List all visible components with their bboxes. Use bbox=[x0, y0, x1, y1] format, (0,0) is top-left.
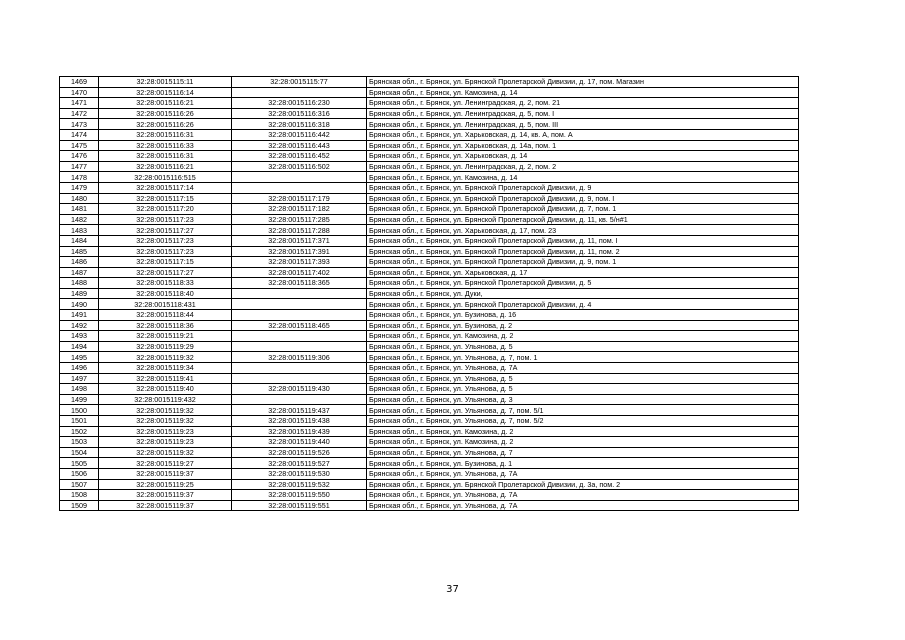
page-number: 37 bbox=[446, 584, 459, 595]
row-number-cell: 1471 bbox=[60, 98, 99, 109]
row-number-cell: 1502 bbox=[60, 426, 99, 437]
address-cell: Брянская обл., г. Брянск, ул. Ульянова, д. 7А bbox=[367, 490, 799, 501]
table-row bbox=[60, 151, 799, 162]
address-cell: Брянская обл., г. Брянск, ул. Ульянова, д. 7, пом. 5/2 bbox=[367, 416, 799, 427]
table-row bbox=[60, 257, 799, 268]
building-number-cell bbox=[232, 373, 367, 384]
row-number-cell: 1479 bbox=[60, 182, 99, 193]
cadastral-number-cell: 32:28:0015117:27 bbox=[99, 225, 232, 236]
row-number-cell: 1506 bbox=[60, 468, 99, 479]
table-row bbox=[60, 108, 799, 119]
cadastral-number-cell: 32:28:0015119:40 bbox=[99, 384, 232, 395]
address-cell: Брянская обл., г. Брянск, ул. Брянской Пролетарской Дивизии, д. 11, пом. I bbox=[367, 235, 799, 246]
registry-table-body bbox=[60, 77, 799, 511]
cadastral-number-cell: 32:28:0015119:41 bbox=[99, 373, 232, 384]
row-number-cell: 1507 bbox=[60, 479, 99, 490]
row-number-cell: 1486 bbox=[60, 257, 99, 268]
cadastral-number-cell: 32:28:0015119:29 bbox=[99, 341, 232, 352]
table-row bbox=[60, 98, 799, 109]
building-number-cell: 32:28:0015119:440 bbox=[232, 437, 367, 448]
building-number-cell: 32:28:0015116:452 bbox=[232, 151, 367, 162]
cadastral-number-cell: 32:28:0015118:33 bbox=[99, 278, 232, 289]
address-cell: Брянская обл., г. Брянск, ул. Брянской Пролетарской Дивизии, д. 9, пом. I bbox=[367, 193, 799, 204]
address-cell: Брянская обл., г. Брянск, ул. Бузинова, д. 16 bbox=[367, 310, 799, 321]
cadastral-number-cell: 32:28:0015116:21 bbox=[99, 98, 232, 109]
row-number-cell: 1504 bbox=[60, 447, 99, 458]
address-cell: Брянская обл., г. Брянск, ул. Харьковская, д. 14, кв. А, пом. А bbox=[367, 129, 799, 140]
building-number-cell: 32:28:0015116:318 bbox=[232, 119, 367, 130]
address-cell: Брянская обл., г. Брянск, ул. Камозина, д. 2 bbox=[367, 437, 799, 448]
cadastral-number-cell: 32:28:0015119:32 bbox=[99, 416, 232, 427]
cadastral-number-cell: 32:28:0015117:23 bbox=[99, 235, 232, 246]
cadastral-number-cell: 32:28:0015119:23 bbox=[99, 426, 232, 437]
row-number-cell: 1494 bbox=[60, 341, 99, 352]
building-number-cell: 32:28:0015119:532 bbox=[232, 479, 367, 490]
building-number-cell: 32:28:0015119:530 bbox=[232, 468, 367, 479]
building-number-cell: 32:28:0015117:285 bbox=[232, 214, 367, 225]
row-number-cell: 1478 bbox=[60, 172, 99, 183]
building-number-cell: 32:28:0015117:371 bbox=[232, 235, 367, 246]
table-row bbox=[60, 437, 799, 448]
table-row bbox=[60, 129, 799, 140]
table-row bbox=[60, 384, 799, 395]
cadastral-number-cell: 32:28:0015117:23 bbox=[99, 246, 232, 257]
address-cell: Брянская обл., г. Брянск, ул. Брянской Пролетарской Дивизии, д. 11, кв. 5/н#1 bbox=[367, 214, 799, 225]
table-row bbox=[60, 320, 799, 331]
row-number-cell: 1485 bbox=[60, 246, 99, 257]
registry-table bbox=[59, 76, 799, 511]
row-number-cell: 1475 bbox=[60, 140, 99, 151]
row-number-cell: 1498 bbox=[60, 384, 99, 395]
cadastral-number-cell: 32:28:0015116:14 bbox=[99, 87, 232, 98]
cadastral-number-cell: 32:28:0015115:11 bbox=[99, 77, 232, 88]
row-number-cell: 1500 bbox=[60, 405, 99, 416]
address-cell: Брянская обл., г. Брянск, ул. Ульянова, д. 7А bbox=[367, 468, 799, 479]
building-number-cell: 32:28:0015115:77 bbox=[232, 77, 367, 88]
table-row bbox=[60, 299, 799, 310]
table-row bbox=[60, 225, 799, 236]
cadastral-number-cell: 32:28:0015116:26 bbox=[99, 108, 232, 119]
row-number-cell: 1495 bbox=[60, 352, 99, 363]
address-cell: Брянская обл., г. Брянск, ул. Ульянова, д. 3 bbox=[367, 394, 799, 405]
building-number-cell: 32:28:0015116:442 bbox=[232, 129, 367, 140]
address-cell: Брянская обл., г. Брянск, ул. Харьковская, д. 14а, пом. 1 bbox=[367, 140, 799, 151]
row-number-cell: 1490 bbox=[60, 299, 99, 310]
row-number-cell: 1488 bbox=[60, 278, 99, 289]
building-number-cell: 32:28:0015117:393 bbox=[232, 257, 367, 268]
address-cell: Брянская обл., г. Брянск, ул. Брянской Пролетарской Дивизии, д. 11, пом. 2 bbox=[367, 246, 799, 257]
address-cell: Брянская обл., г. Брянск, ул. Ленинградская, д. 2, пом. 2 bbox=[367, 161, 799, 172]
cadastral-number-cell: 32:28:0015118:40 bbox=[99, 288, 232, 299]
building-number-cell bbox=[232, 331, 367, 342]
cadastral-number-cell: 32:28:0015117:27 bbox=[99, 267, 232, 278]
building-number-cell: 32:28:0015117:182 bbox=[232, 204, 367, 215]
cadastral-number-cell: 32:28:0015118:44 bbox=[99, 310, 232, 321]
table-row bbox=[60, 182, 799, 193]
address-cell: Брянская обл., г. Брянск, ул. Камозина, д. 2 bbox=[367, 426, 799, 437]
cadastral-number-cell: 32:28:0015118:431 bbox=[99, 299, 232, 310]
address-cell: Брянская обл., г. Брянск, ул. Ульянова, д. 5 bbox=[367, 384, 799, 395]
cadastral-number-cell: 32:28:0015116:515 bbox=[99, 172, 232, 183]
cadastral-number-cell: 32:28:0015119:23 bbox=[99, 437, 232, 448]
row-number-cell: 1487 bbox=[60, 267, 99, 278]
row-number-cell: 1501 bbox=[60, 416, 99, 427]
row-number-cell: 1481 bbox=[60, 204, 99, 215]
table-row bbox=[60, 394, 799, 405]
building-number-cell: 32:28:0015117:402 bbox=[232, 267, 367, 278]
address-cell: Брянская обл., г. Брянск, ул. Ульянова, д. 5 bbox=[367, 341, 799, 352]
address-cell: Брянская обл., г. Брянск, ул. Ульянова, д. 7, пом. 5/1 bbox=[367, 405, 799, 416]
row-number-cell: 1484 bbox=[60, 235, 99, 246]
table-row bbox=[60, 278, 799, 289]
address-cell: Брянская обл., г. Брянск, ул. Бузинова, д. 2 bbox=[367, 320, 799, 331]
building-number-cell: 32:28:0015117:179 bbox=[232, 193, 367, 204]
building-number-cell: 32:28:0015119:430 bbox=[232, 384, 367, 395]
row-number-cell: 1483 bbox=[60, 225, 99, 236]
address-cell: Брянская обл., г. Брянск, ул. Ульянова, д. 7А bbox=[367, 500, 799, 511]
building-number-cell: 32:28:0015116:502 bbox=[232, 161, 367, 172]
building-number-cell: 32:28:0015116:316 bbox=[232, 108, 367, 119]
cadastral-number-cell: 32:28:0015116:31 bbox=[99, 151, 232, 162]
table-row bbox=[60, 490, 799, 501]
address-cell: Брянская обл., г. Брянск, ул. Ленинградская, д. 5, пом. I bbox=[367, 108, 799, 119]
cadastral-number-cell: 32:28:0015119:21 bbox=[99, 331, 232, 342]
row-number-cell: 1472 bbox=[60, 108, 99, 119]
cadastral-number-cell: 32:28:0015119:37 bbox=[99, 468, 232, 479]
row-number-cell: 1497 bbox=[60, 373, 99, 384]
building-number-cell bbox=[232, 363, 367, 374]
address-cell: Брянская обл., г. Брянск, ул. Брянской Пролетарской Дивизии, д. 7, пом. 1 bbox=[367, 204, 799, 215]
building-number-cell: 32:28:0015118:365 bbox=[232, 278, 367, 289]
building-number-cell bbox=[232, 299, 367, 310]
cadastral-number-cell: 32:28:0015119:32 bbox=[99, 405, 232, 416]
table-row bbox=[60, 341, 799, 352]
address-cell: Брянская обл., г. Брянск, ул. Камозина, д. 14 bbox=[367, 172, 799, 183]
address-cell: Брянская обл., г. Брянск, ул. Ульянова, д. 7А bbox=[367, 363, 799, 374]
building-number-cell: 32:28:0015119:527 bbox=[232, 458, 367, 469]
table-row bbox=[60, 500, 799, 511]
row-number-cell: 1480 bbox=[60, 193, 99, 204]
building-number-cell bbox=[232, 182, 367, 193]
cadastral-number-cell: 32:28:0015117:14 bbox=[99, 182, 232, 193]
building-number-cell: 32:28:0015116:230 bbox=[232, 98, 367, 109]
table-row bbox=[60, 214, 799, 225]
table-row bbox=[60, 310, 799, 321]
cadastral-number-cell: 32:28:0015119:32 bbox=[99, 352, 232, 363]
cadastral-number-cell: 32:28:0015118:36 bbox=[99, 320, 232, 331]
address-cell: Брянская обл., г. Брянск, ул. Ульянова, д. 7, пом. 1 bbox=[367, 352, 799, 363]
row-number-cell: 1476 bbox=[60, 151, 99, 162]
cadastral-number-cell: 32:28:0015116:33 bbox=[99, 140, 232, 151]
building-number-cell bbox=[232, 172, 367, 183]
address-cell: Брянская обл., г. Брянск, ул. Камозина, д. 2 bbox=[367, 331, 799, 342]
row-number-cell: 1493 bbox=[60, 331, 99, 342]
address-cell: Брянская обл., г. Брянск, ул. Ленинградская, д. 5, пом. III bbox=[367, 119, 799, 130]
building-number-cell bbox=[232, 288, 367, 299]
row-number-cell: 1492 bbox=[60, 320, 99, 331]
table-row bbox=[60, 426, 799, 437]
table-row bbox=[60, 373, 799, 384]
table-row bbox=[60, 447, 799, 458]
table-row bbox=[60, 405, 799, 416]
building-number-cell bbox=[232, 341, 367, 352]
building-number-cell: 32:28:0015116:443 bbox=[232, 140, 367, 151]
building-number-cell bbox=[232, 310, 367, 321]
building-number-cell: 32:28:0015119:437 bbox=[232, 405, 367, 416]
table-row bbox=[60, 77, 799, 88]
row-number-cell: 1509 bbox=[60, 500, 99, 511]
table-row bbox=[60, 416, 799, 427]
row-number-cell: 1499 bbox=[60, 394, 99, 405]
address-cell: Брянская обл., г. Брянск, ул. Брянской Пролетарской Дивизии, д. 3а, пом. 2 bbox=[367, 479, 799, 490]
table-row bbox=[60, 193, 799, 204]
table-row bbox=[60, 458, 799, 469]
cadastral-number-cell: 32:28:0015119:432 bbox=[99, 394, 232, 405]
cadastral-number-cell: 32:28:0015117:20 bbox=[99, 204, 232, 215]
address-cell: Брянская обл., г. Брянск, ул. Дуки, bbox=[367, 288, 799, 299]
building-number-cell bbox=[232, 394, 367, 405]
address-cell: Брянская обл., г. Брянск, ул. Бузинова, д. 1 bbox=[367, 458, 799, 469]
cadastral-number-cell: 32:28:0015117:15 bbox=[99, 193, 232, 204]
table-row bbox=[60, 479, 799, 490]
row-number-cell: 1474 bbox=[60, 129, 99, 140]
cadastral-number-cell: 32:28:0015119:25 bbox=[99, 479, 232, 490]
row-number-cell: 1477 bbox=[60, 161, 99, 172]
address-cell: Брянская обл., г. Брянск, ул. Ульянова, д. 5 bbox=[367, 373, 799, 384]
building-number-cell: 32:28:0015118:465 bbox=[232, 320, 367, 331]
cadastral-number-cell: 32:28:0015116:31 bbox=[99, 129, 232, 140]
cadastral-number-cell: 32:28:0015119:27 bbox=[99, 458, 232, 469]
address-cell: Брянская обл., г. Брянск, ул. Ленинградская, д. 2, пом. 21 bbox=[367, 98, 799, 109]
cadastral-number-cell: 32:28:0015119:37 bbox=[99, 490, 232, 501]
table-row bbox=[60, 363, 799, 374]
building-number-cell: 32:28:0015119:306 bbox=[232, 352, 367, 363]
row-number-cell: 1505 bbox=[60, 458, 99, 469]
row-number-cell: 1489 bbox=[60, 288, 99, 299]
table-row bbox=[60, 172, 799, 183]
row-number-cell: 1469 bbox=[60, 77, 99, 88]
row-number-cell: 1491 bbox=[60, 310, 99, 321]
cadastral-number-cell: 32:28:0015117:23 bbox=[99, 214, 232, 225]
cadastral-number-cell: 32:28:0015117:15 bbox=[99, 257, 232, 268]
address-cell: Брянская обл., г. Брянск, ул. Брянской Пролетарской Дивизии, д. 9 bbox=[367, 182, 799, 193]
table-row bbox=[60, 288, 799, 299]
address-cell: Брянская обл., г. Брянск, ул. Брянской Пролетарской Дивизии, д. 5 bbox=[367, 278, 799, 289]
building-number-cell: 32:28:0015119:438 bbox=[232, 416, 367, 427]
cadastral-number-cell: 32:28:0015119:32 bbox=[99, 447, 232, 458]
building-number-cell bbox=[232, 87, 367, 98]
cadastral-number-cell: 32:28:0015116:26 bbox=[99, 119, 232, 130]
table-row bbox=[60, 235, 799, 246]
building-number-cell: 32:28:0015119:551 bbox=[232, 500, 367, 511]
cadastral-number-cell: 32:28:0015116:21 bbox=[99, 161, 232, 172]
row-number-cell: 1508 bbox=[60, 490, 99, 501]
cadastral-number-cell: 32:28:0015119:37 bbox=[99, 500, 232, 511]
building-number-cell: 32:28:0015119:526 bbox=[232, 447, 367, 458]
address-cell: Брянская обл., г. Брянск, ул. Харьковская, д. 17 bbox=[367, 267, 799, 278]
address-cell: Брянская обл., г. Брянск, ул. Брянской Пролетарской Дивизии, д. 9, пом. 1 bbox=[367, 257, 799, 268]
row-number-cell: 1482 bbox=[60, 214, 99, 225]
address-cell: Брянская обл., г. Брянск, ул. Брянской Пролетарской Дивизии, д. 4 bbox=[367, 299, 799, 310]
building-number-cell: 32:28:0015117:288 bbox=[232, 225, 367, 236]
address-cell: Брянская обл., г. Брянск, ул. Ульянова, д. 7 bbox=[367, 447, 799, 458]
row-number-cell: 1470 bbox=[60, 87, 99, 98]
table-row bbox=[60, 468, 799, 479]
table-row bbox=[60, 161, 799, 172]
table-row bbox=[60, 352, 799, 363]
table-row bbox=[60, 204, 799, 215]
table-row bbox=[60, 87, 799, 98]
building-number-cell: 32:28:0015119:439 bbox=[232, 426, 367, 437]
table-row bbox=[60, 267, 799, 278]
building-number-cell: 32:28:0015119:550 bbox=[232, 490, 367, 501]
table-row bbox=[60, 246, 799, 257]
cadastral-number-cell: 32:28:0015119:34 bbox=[99, 363, 232, 374]
address-cell: Брянская обл., г. Брянск, ул. Харьковская, д. 17, пом. 23 bbox=[367, 225, 799, 236]
table-row bbox=[60, 119, 799, 130]
address-cell: Брянская обл., г. Брянск, ул. Брянской Пролетарской Дивизии, д. 17, пом. Магазин bbox=[367, 77, 799, 88]
building-number-cell: 32:28:0015117:391 bbox=[232, 246, 367, 257]
table-row bbox=[60, 140, 799, 151]
address-cell: Брянская обл., г. Брянск, ул. Камозина, д. 14 bbox=[367, 87, 799, 98]
table-row bbox=[60, 331, 799, 342]
address-cell: Брянская обл., г. Брянск, ул. Харьковская, д. 14 bbox=[367, 151, 799, 162]
row-number-cell: 1496 bbox=[60, 363, 99, 374]
row-number-cell: 1473 bbox=[60, 119, 99, 130]
row-number-cell: 1503 bbox=[60, 437, 99, 448]
